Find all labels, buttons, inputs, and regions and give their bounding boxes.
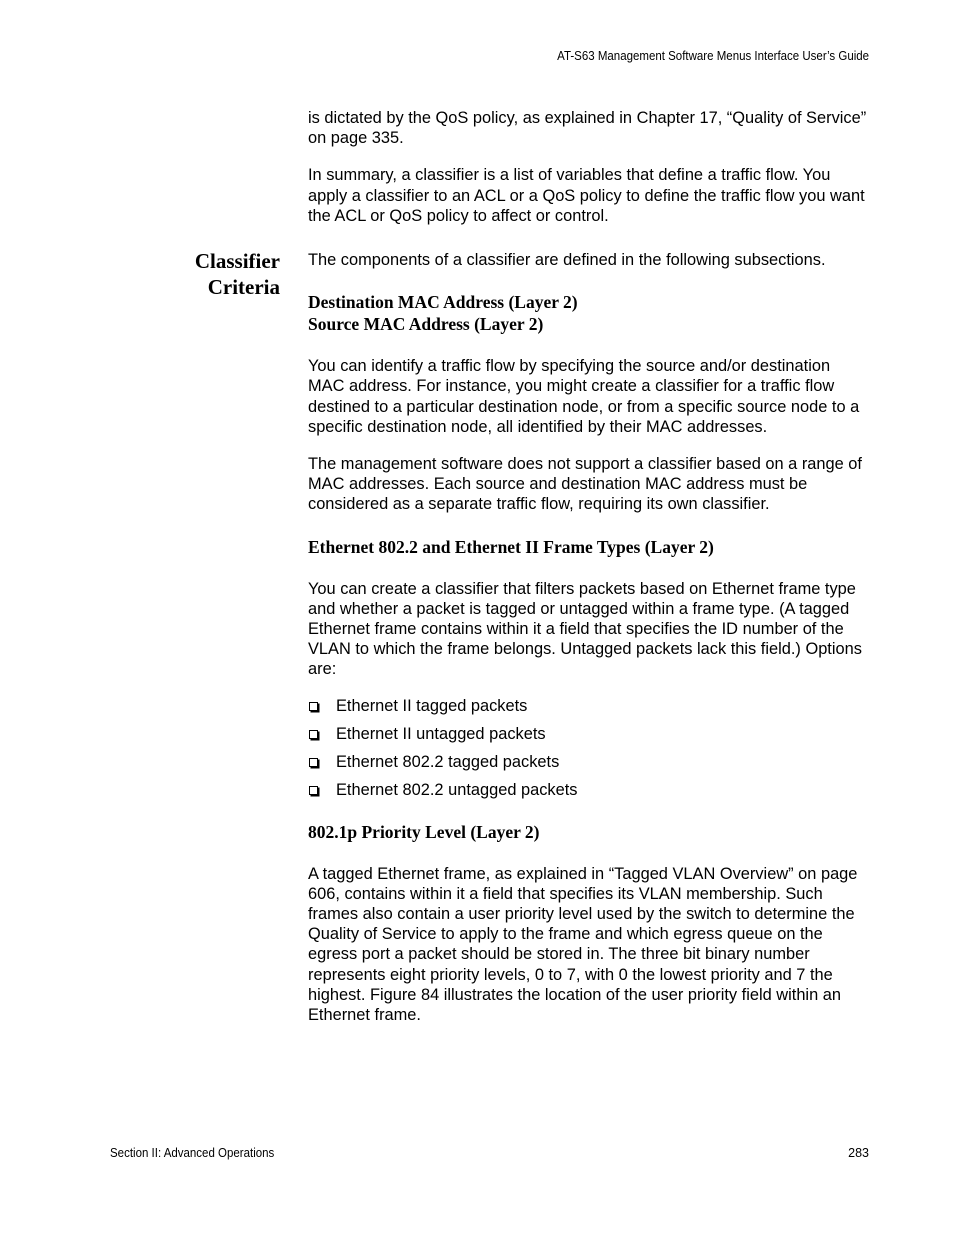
checkbox-square-icon xyxy=(309,758,318,767)
main-content xyxy=(308,108,870,1025)
intro-paragraph-2: In summary, a classifier is a list of variables that define a traffic flow. You apply a classifier to an ACL or a QoS policy to define the traffic flow you want the ACL or QoS policy to affect or control. xyxy=(308,166,865,225)
list-item-label: Ethernet II tagged packets xyxy=(336,696,528,715)
priority-subheading: 802.1p Priority Level (Layer 2) xyxy=(308,821,540,842)
frame-type-options-list xyxy=(308,696,870,800)
mac-subheading xyxy=(308,291,870,335)
mac-subheading-line2: Source MAC Address (Layer 2) xyxy=(308,314,544,335)
page-header: AT-S63 Management Software Menus Interface User’s Guide xyxy=(557,49,869,63)
mac-paragraph-2: The management software does not support a classifier based on a range of MAC addresses. Each source and destination MAC address must be considered as a separate traffic flow, requiring its own classifier. xyxy=(308,455,862,514)
checkbox-square-icon xyxy=(309,786,318,795)
components-paragraph: The components of a classifier are defined in the following subsections. xyxy=(308,251,826,270)
intro-paragraph-1: is dictated by the QoS policy, as explained in Chapter 17, “Quality of Service” on page 335. xyxy=(308,109,867,148)
list-item xyxy=(308,780,870,800)
section-heading-line1: Classifier xyxy=(194,249,280,273)
list-item xyxy=(308,696,870,716)
ethernet-subheading: Ethernet 802.2 and Ethernet II Frame Types (Layer 2) xyxy=(308,536,714,557)
section-heading-line2: Criteria xyxy=(207,275,280,299)
ethernet-paragraph-1: You can create a classifier that filters packets based on Ethernet frame type and whether a packet is tagged or untagged within a frame type. (A tagged Ethernet frame contains within it a field that specifies the ID number of the VLAN to which the frame belongs. Untagged packets lack this field.) Options are: xyxy=(308,579,862,679)
mac-paragraph-1: You can identify a traffic flow by specifying the source and/or destination MAC address. For instance, you might create a classifier for a traffic flow destined to a particular destination node, or from a specific source node to a specific destination node, all identified by their MAC addresses. xyxy=(308,357,860,436)
section-heading xyxy=(160,248,280,300)
mac-subheading-line1: Destination MAC Address (Layer 2) xyxy=(308,292,578,313)
list-item xyxy=(308,724,870,744)
checkbox-square-icon xyxy=(309,730,318,739)
list-item-label: Ethernet 802.2 tagged packets xyxy=(336,752,560,771)
list-item xyxy=(308,752,870,772)
list-item-label: Ethernet 802.2 untagged packets xyxy=(336,780,578,799)
list-item-label: Ethernet II untagged packets xyxy=(336,724,546,743)
checkbox-square-icon xyxy=(309,702,318,711)
footer-section-label: Section II: Advanced Operations xyxy=(110,1146,275,1160)
footer-page-number: 283 xyxy=(848,1146,869,1160)
priority-paragraph-1: A tagged Ethernet frame, as explained in “Tagged VLAN Overview” on page 606, contains within it a field that specifies its VLAN membership. Such frames also contain a user priority level used by the switch to determine the Quality of Service to apply to the frame and which egress queue on the egress port a packet should be stored in. The three bit binary number represents eight priority levels, 0 to 7, with 0 the lowest priority and 7 the highest. Figure 84 illustrates the location of the user priority field within an Ethernet frame. xyxy=(308,864,858,1025)
